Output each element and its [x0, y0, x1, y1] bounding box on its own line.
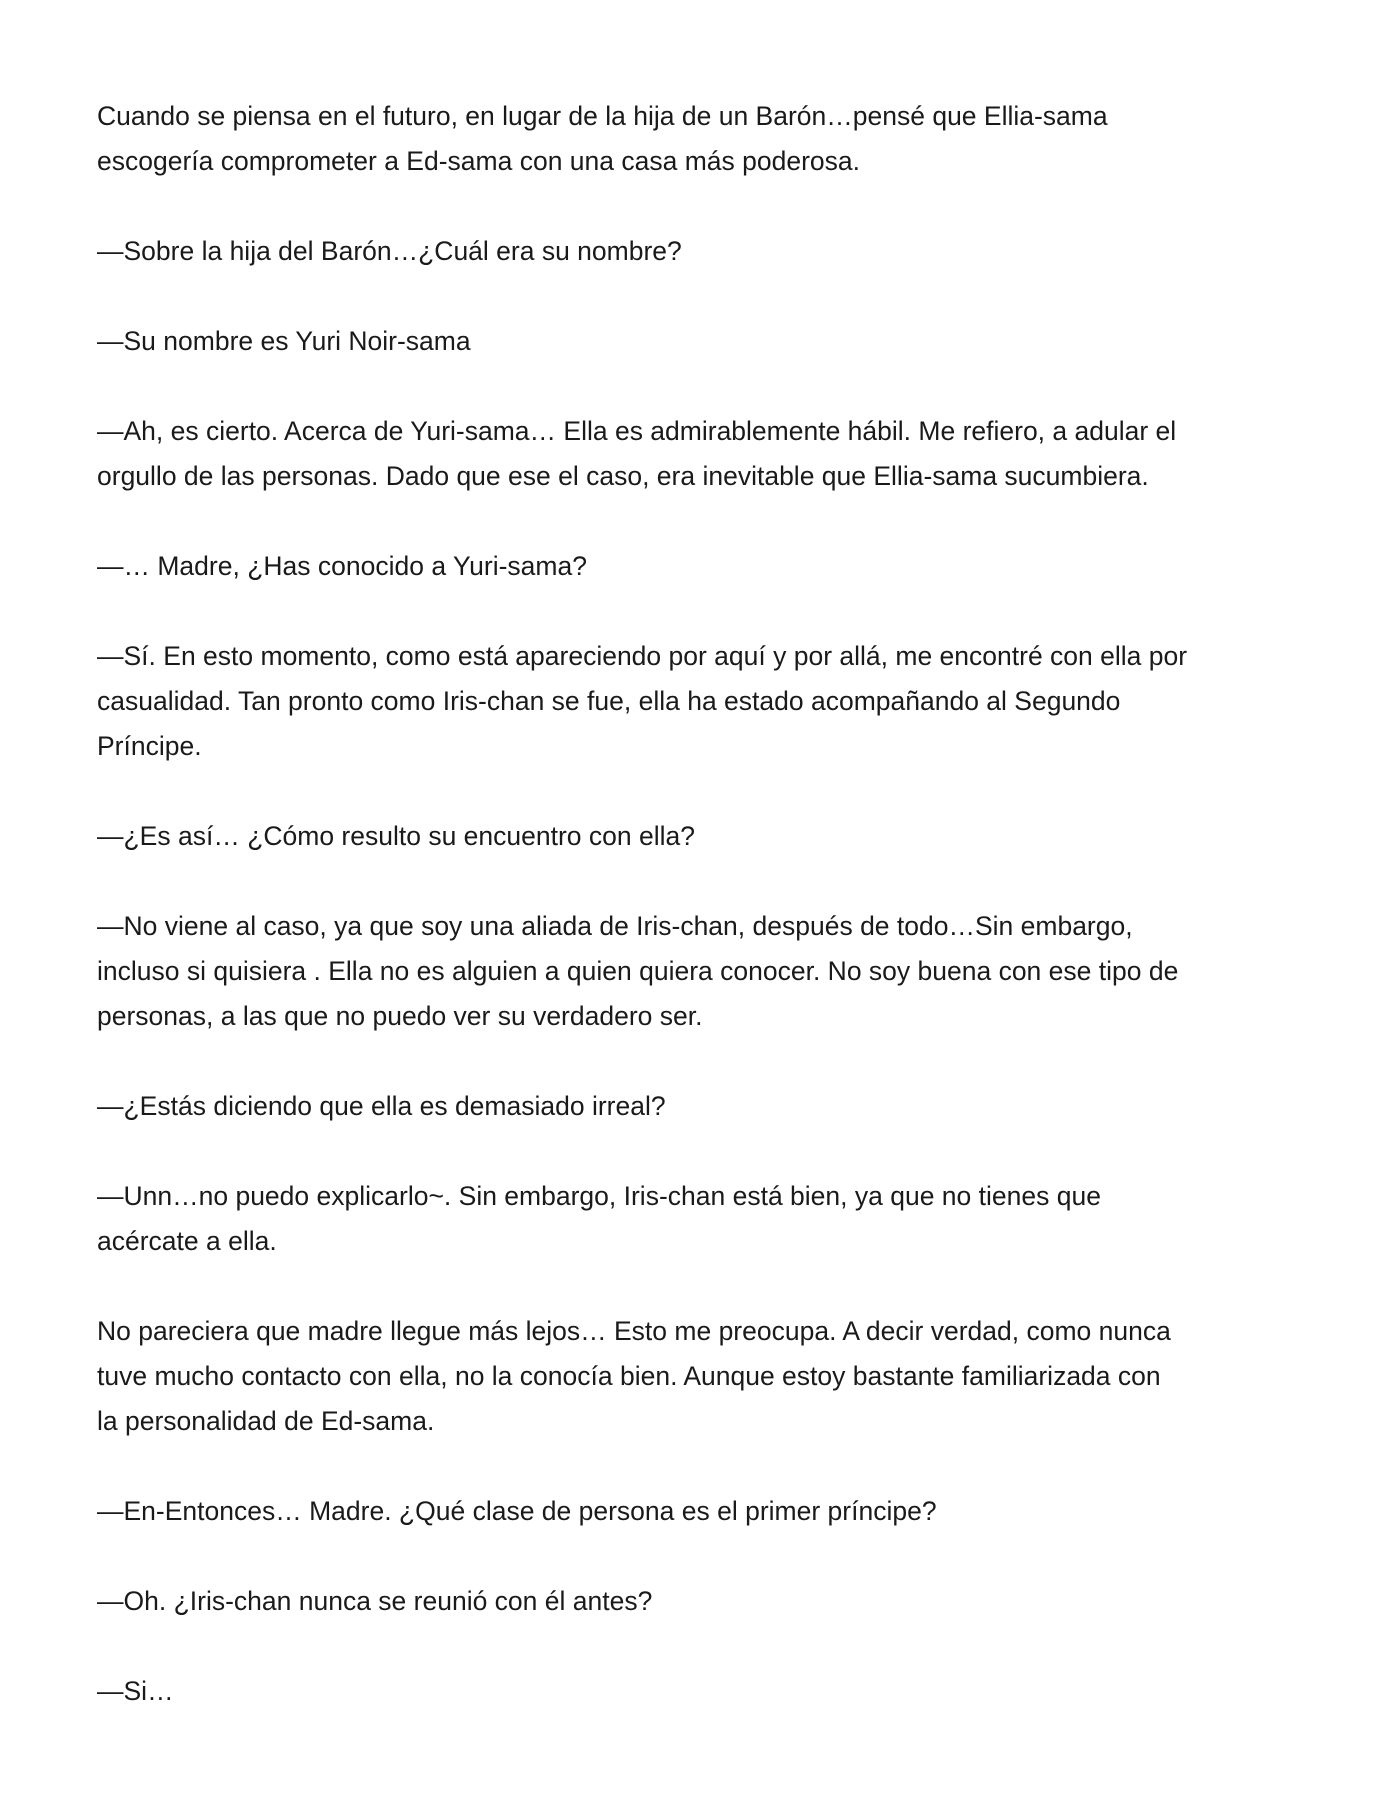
- paragraph-13: —Oh. ¿Iris-chan nunca se reunió con él antes?: [97, 1586, 653, 1616]
- paragraph-5: —… Madre, ¿Has conocido a Yuri-sama?: [97, 551, 587, 581]
- paragraph-9: —¿Estás diciendo que ella es demasiado irreal?: [97, 1091, 666, 1121]
- paragraph-10: —Unn…no puedo explicarlo~. Sin embargo, Iris-chan está bien, ya que no tienes que acércate a ella.: [97, 1181, 1101, 1256]
- paragraph-3: —Su nombre es Yuri Noir-sama: [97, 326, 471, 356]
- paragraph-8: —No viene al caso, ya que soy una aliada de Iris-chan, después de todo…Sin embargo, incluso si quisiera . Ella no es alguien a quien quiera conocer. No soy buena con ese tipo de personas, a las que no puedo ver su verdadero ser.: [97, 911, 1179, 1031]
- paragraph-11: No pareciera que madre llegue más lejos… Esto me preocupa. A decir verdad, como nunca tuve mucho contacto con ella, no la conocía bien. Aunque estoy bastante familiarizada con la personalidad de Ed-sama.: [97, 1316, 1171, 1436]
- paragraph-6: —Sí. En esto momento, como está apareciendo por aquí y por allá, me encontré con ella por casualidad. Tan pronto como Iris-chan se fue, ella ha estado acompañando al Segundo Príncipe.: [97, 641, 1188, 761]
- paragraph-2: —Sobre la hija del Barón…¿Cuál era su nombre?: [97, 236, 682, 266]
- paragraph-4: —Ah, es cierto. Acerca de Yuri-sama… Ella es admirablemente hábil. Me refiero, a adular el orgullo de las personas. Dado que ese el caso, era inevitable que Ellia-sama sucumbiera.: [97, 416, 1177, 491]
- paragraph-7: —¿Es así… ¿Cómo resulto su encuentro con ella?: [97, 821, 695, 851]
- paragraph-14: —Si…: [97, 1676, 174, 1706]
- paragraph-12: —En-Entonces… Madre. ¿Qué clase de persona es el primer príncipe?: [97, 1496, 937, 1526]
- paragraph-1: Cuando se piensa en el futuro, en lugar de la hija de un Barón…pensé que Ellia-sama escogería comprometer a Ed-sama con una casa más poderosa.: [97, 101, 1108, 176]
- document-page: [97, 94, 1322, 1714]
